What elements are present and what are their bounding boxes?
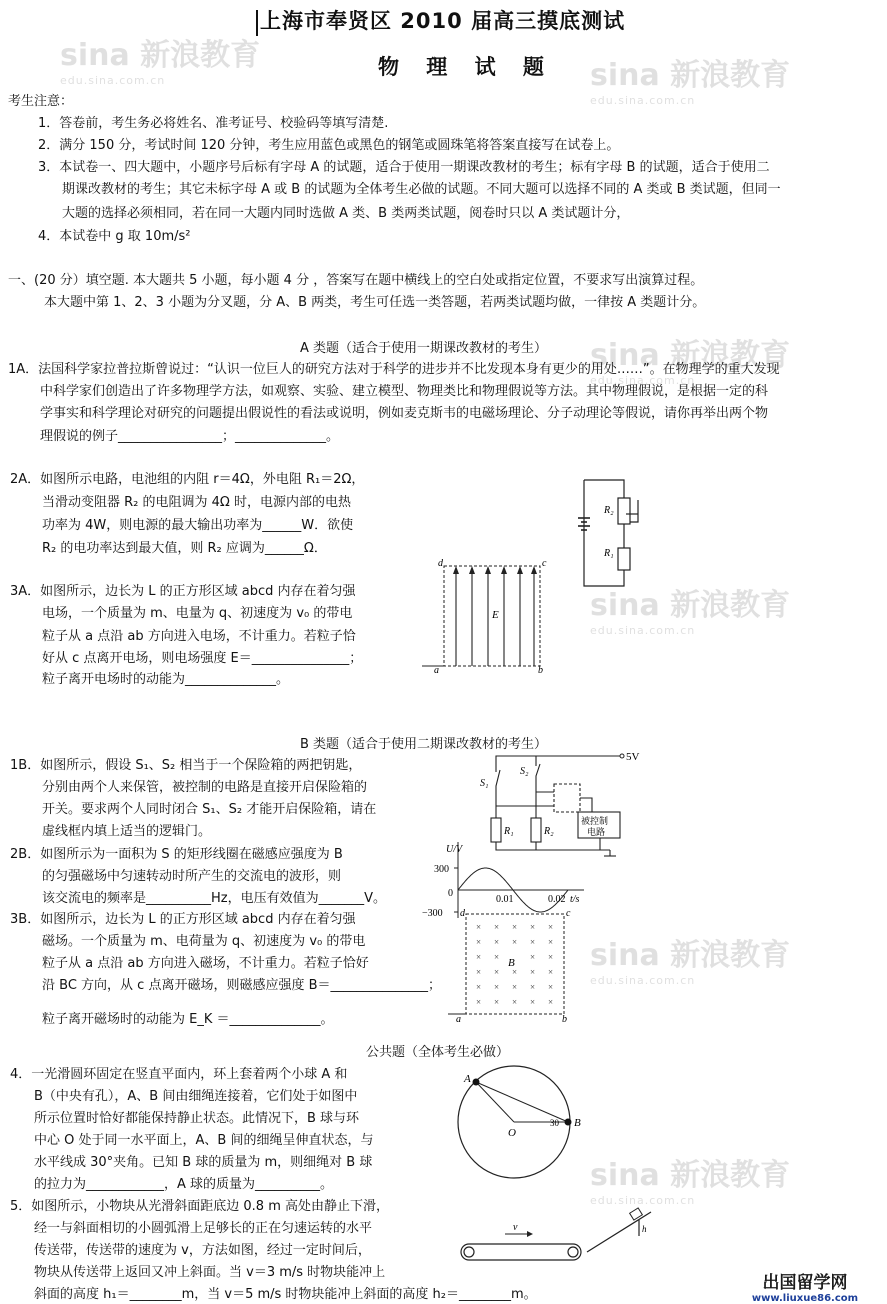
circuit-diagram-2a bbox=[570, 478, 660, 590]
field-cross: × bbox=[494, 952, 500, 962]
question-2b-line: 2B．如图所示为一面积为 S 的矩形线圈在磁感应强度为 B bbox=[10, 847, 343, 862]
question-3b-line: 3B．如图所示，边长为 L 的正方形区域 abcd 内存在着匀强 bbox=[10, 912, 356, 927]
x-axis-label: t/s bbox=[570, 894, 580, 905]
notice-item: 4．本试卷中 g 取 10m/s² bbox=[38, 229, 191, 244]
corner-c: c bbox=[566, 908, 571, 919]
page-subtitle: 物 理 试 题 bbox=[378, 55, 554, 79]
height-label: h bbox=[642, 1224, 647, 1234]
electric-field-diagram-3a bbox=[418, 556, 558, 674]
switch-s1-label: S₁ bbox=[480, 778, 489, 789]
question-3b-line: 粒子离开磁场时的动能为 E_K ＝______________。 bbox=[42, 1012, 334, 1027]
corner-a: a bbox=[434, 665, 439, 674]
question-3a-line: 粒子从 a 点沿 ab 方向进入电场，不计重力。若粒子恰 bbox=[42, 629, 356, 644]
field-cross: × bbox=[494, 997, 500, 1007]
ball-a-label: A bbox=[464, 1073, 471, 1085]
switch-s2-label: S₂ bbox=[520, 766, 529, 777]
question-3a-line: 电场，一个质量为 m、电量为 q、初速度为 v₀ 的带电 bbox=[42, 606, 353, 621]
question-1b-line: 分别由两个人来保管，被控制的电路是直接开启保险箱的 bbox=[42, 780, 368, 795]
question-1a-line: 学事实和科学理论对研究的问题提出假说性的看法或说明，例如麦克斯韦的电磁场理论、分子动理论等假说，请你再举出两个物 bbox=[40, 406, 769, 421]
conveyor-diagram-5 bbox=[455, 1206, 675, 1266]
page-title: 上海市奉贤区 2010 届高三摸底测试 bbox=[260, 9, 626, 33]
question-5-line: 传送带，传送带的速度为 v，方法如图，经过一定时间后， bbox=[34, 1243, 371, 1258]
question-5-line: 5．如图所示，小物块从光滑斜面距底边 0.8 m 高处由静止下滑， bbox=[10, 1199, 390, 1214]
field-cross: × bbox=[548, 967, 554, 977]
question-5-line: 斜面的高度 h₁＝________m，当 v＝5 m/s 时物块能冲上斜面的高度 h₂＝________m。 bbox=[34, 1287, 537, 1302]
field-cross: × bbox=[530, 922, 536, 932]
field-cross: × bbox=[494, 922, 500, 932]
field-cross: × bbox=[476, 937, 482, 947]
field-label-b: B bbox=[508, 957, 515, 969]
ball-b-label: B bbox=[574, 1117, 581, 1129]
field-cross: × bbox=[476, 922, 482, 932]
field-cross: × bbox=[548, 997, 554, 1007]
corner-a: a bbox=[456, 1014, 461, 1022]
notice-item: 2．满分 150 分，考试时间 120 分钟，考生应用蓝色或黑色的钢笔或圆珠笔将答案直接写在试卷上。 bbox=[38, 138, 620, 153]
notice-item: 大题的选择必须相同，若在同一大题内同时选做 A 类、B 类两类试题，阅卷时只以 A 类试题计分， bbox=[62, 206, 630, 221]
watermark: sina 新浪教育 edu.sina.com.cn bbox=[590, 58, 791, 107]
question-4-line: 的拉力为____________，A 球的质量为__________。 bbox=[34, 1177, 334, 1192]
question-2a-line: R₂ 的电功率达到最大值，则 R₂ 应调为______Ω． bbox=[42, 541, 327, 556]
question-1a-line: 中科学家们创造出了许多物理学方法，如观察、实验、建立模型、物理类比和物理假说等方法。其中物理假说，是根据一定的科 bbox=[40, 384, 769, 399]
y-axis-label: U/V bbox=[446, 844, 463, 855]
controlled-circuit-label: 被控制 bbox=[581, 816, 609, 826]
field-cross: × bbox=[530, 937, 536, 947]
y-tick-zero: 0 bbox=[448, 888, 453, 899]
corner-d: d bbox=[460, 908, 465, 919]
voltage-5v-label: 5V bbox=[626, 751, 640, 763]
field-cross: × bbox=[530, 982, 536, 992]
notice-item: 1．答卷前，考生务必将姓名、准考证号、校验码等填写清楚. bbox=[38, 116, 389, 131]
watermark: sina 新浪教育 edu.sina.com.cn bbox=[590, 588, 791, 637]
b-category-header: B 类题（适合于使用二期课改教材的考生） bbox=[300, 737, 548, 752]
section-heading: 一、(20 分）填空题. 本大题共 5 小题，每小题 4 分 ，答案写在题中横线上的空白处或指定位置，不要求写出演算过程。 bbox=[8, 273, 704, 288]
resistor-r1-label: R₁ bbox=[504, 826, 514, 837]
question-3b-line: 粒子从 a 点沿 ab 方向进入磁场，不计重力。若粒子恰好 bbox=[42, 956, 369, 971]
ring-diagram-4 bbox=[448, 1064, 588, 1190]
question-1a-line: 理假说的例子________________；______________。 bbox=[40, 429, 340, 444]
field-cross: × bbox=[476, 967, 482, 977]
question-3a-line: 3A．如图所示，边长为 L 的正方形区域 abcd 内存在着匀强 bbox=[10, 584, 356, 599]
field-cross: × bbox=[548, 982, 554, 992]
corner-b: b bbox=[562, 1014, 567, 1022]
field-cross: × bbox=[548, 937, 554, 947]
question-3a-line: 好从 c 点离开电场，则电场强度 E＝_______________； bbox=[42, 651, 363, 666]
y-tick-top: 300 bbox=[434, 864, 449, 875]
field-cross: × bbox=[548, 952, 554, 962]
center-o-label: O bbox=[508, 1127, 516, 1139]
x-tick-2: 0.02 bbox=[548, 894, 566, 905]
watermark: sina 新浪教育 edu.sina.com.cn bbox=[60, 38, 261, 87]
field-cross: × bbox=[494, 982, 500, 992]
watermark: sina 新浪教育 edu.sina.com.cn bbox=[590, 338, 791, 387]
field-cross: × bbox=[494, 937, 500, 947]
resistor-r2-label: R₂ bbox=[544, 826, 554, 837]
question-5-line: 物块从传送带上返回又冲上斜面。当 v＝3 m/s 时物块能冲上 bbox=[34, 1265, 386, 1280]
question-2b-line: 的匀强磁场中匀速转动时所产生的交流电的波形，则 bbox=[42, 869, 342, 884]
x-tick-1: 0.01 bbox=[496, 894, 514, 905]
field-label-e: E bbox=[492, 609, 499, 621]
question-4-line: 所示位置时恰好都能保持静止状态。此情况下，B 球与环 bbox=[34, 1111, 360, 1126]
watermark: sina 新浪教育 edu.sina.com.cn bbox=[590, 938, 791, 987]
field-cross: × bbox=[512, 922, 518, 932]
corner-b: b bbox=[538, 665, 543, 674]
r1-label: R₁ bbox=[604, 548, 614, 559]
question-3b-line: 磁场。一个质量为 m、电荷量为 q、初速度为 v₀ 的带电 bbox=[42, 934, 366, 949]
field-cross: × bbox=[530, 967, 536, 977]
question-1a-line: 1A．法国科学家拉普拉斯曾说过：“认识一位巨人的研究方法对于科学的进步并不比发现本身有更少的用处……”。在物理学的重大发现 bbox=[8, 362, 780, 377]
notice-item: 3．本试卷一、四大题中，小题序号后标有字母 A 的试题，适合于使用一期课改教材的考生；标有字母 B 的试题，适合于使用二 bbox=[38, 160, 770, 175]
field-cross: × bbox=[530, 997, 536, 1007]
field-cross: × bbox=[512, 982, 518, 992]
question-3a-line: 粒子离开电场时的动能为______________。 bbox=[42, 672, 290, 687]
question-4-line: 4．一光滑圆环固定在竖直平面内，环上套着两个小球 A 和 bbox=[10, 1067, 348, 1082]
magnetic-field-diagram-3b bbox=[448, 906, 578, 1022]
question-1b-line: 1B．如图所示，假设 S₁、S₂ 相当于一个保险箱的两把钥匙， bbox=[10, 758, 362, 773]
question-4-line: B（中央有孔），A、B 间由细绳连接着，它们处于如图中 bbox=[34, 1089, 358, 1104]
field-cross: × bbox=[476, 982, 482, 992]
field-cross: × bbox=[476, 952, 482, 962]
question-5-line: 经一与斜面相切的小圆弧滑上足够长的正在匀速运转的水平 bbox=[34, 1221, 373, 1236]
site-logo: 出国留学网 www.liuxue86.com bbox=[751, 1273, 859, 1304]
watermark: sina 新浪教育 edu.sina.com.cn bbox=[590, 1158, 791, 1207]
title-bar-mark bbox=[256, 10, 258, 36]
question-2a-line: 功率为 4W，则电源的最大输出功率为______W．欲使 bbox=[42, 518, 354, 533]
question-1b-line: 开关。要求两个人同时闭合 S₁、S₂ 才能开启保险箱，请在 bbox=[42, 802, 377, 817]
field-cross: × bbox=[494, 967, 500, 977]
section-note: 本大题中第 1、2、3 小题为分叉题，分 A、B 两类，考生可任选一类答题，若两类试题均做，一律按 A 类题计分。 bbox=[44, 295, 706, 310]
question-4-line: 水平线成 30°夹角。已知 B 球的质量为 m，则细绳对 B 球 bbox=[34, 1155, 373, 1170]
field-cross: × bbox=[530, 952, 536, 962]
question-1b-line: 虚线框内填上适当的逻辑门。 bbox=[42, 824, 212, 839]
corner-c: c bbox=[542, 558, 547, 569]
corner-d: d bbox=[438, 558, 443, 569]
controlled-circuit-label: 电路 bbox=[587, 827, 606, 837]
y-tick-bottom: −300 bbox=[422, 908, 443, 919]
r2-label: R₂ bbox=[604, 505, 614, 516]
angle-label: 30 bbox=[550, 1118, 559, 1128]
common-category-header: 公共题（全体考生必做） bbox=[366, 1045, 510, 1060]
notice-label: 考生注意： bbox=[8, 94, 74, 109]
question-2b-line: 该交流电的频率是__________Hz，电压有效值为_______V。 bbox=[42, 891, 386, 906]
field-cross: × bbox=[512, 997, 518, 1007]
question-3b-line: 沿 BC 方向，从 c 点离开磁场，则磁感应强度 B＝_______________； bbox=[42, 978, 441, 993]
field-cross: × bbox=[476, 997, 482, 1007]
notice-item: 期课改教材的考生；其它未标字母 A 或 B 的试题为全体考生必做的试题。不同大题可以选择不同的 A 类或 B 类试题，但同一 bbox=[62, 182, 781, 197]
question-2a-line: 2A．如图所示电路，电池组的内阻 r＝4Ω，外电阻 R₁＝2Ω， bbox=[10, 472, 365, 487]
question-2a-line: 当滑动变阻器 R₂ 的电阻调为 4Ω 时，电源内部的电热 bbox=[42, 495, 351, 510]
field-cross: × bbox=[512, 967, 518, 977]
field-cross: × bbox=[548, 922, 554, 932]
a-category-header: A 类题（适合于使用一期课改教材的考生） bbox=[300, 341, 548, 356]
velocity-label: v bbox=[513, 1222, 518, 1233]
question-4-line: 中心 O 处于同一水平面上，A、B 间的细绳呈伸直状态，与 bbox=[34, 1133, 374, 1148]
field-cross: × bbox=[512, 937, 518, 947]
